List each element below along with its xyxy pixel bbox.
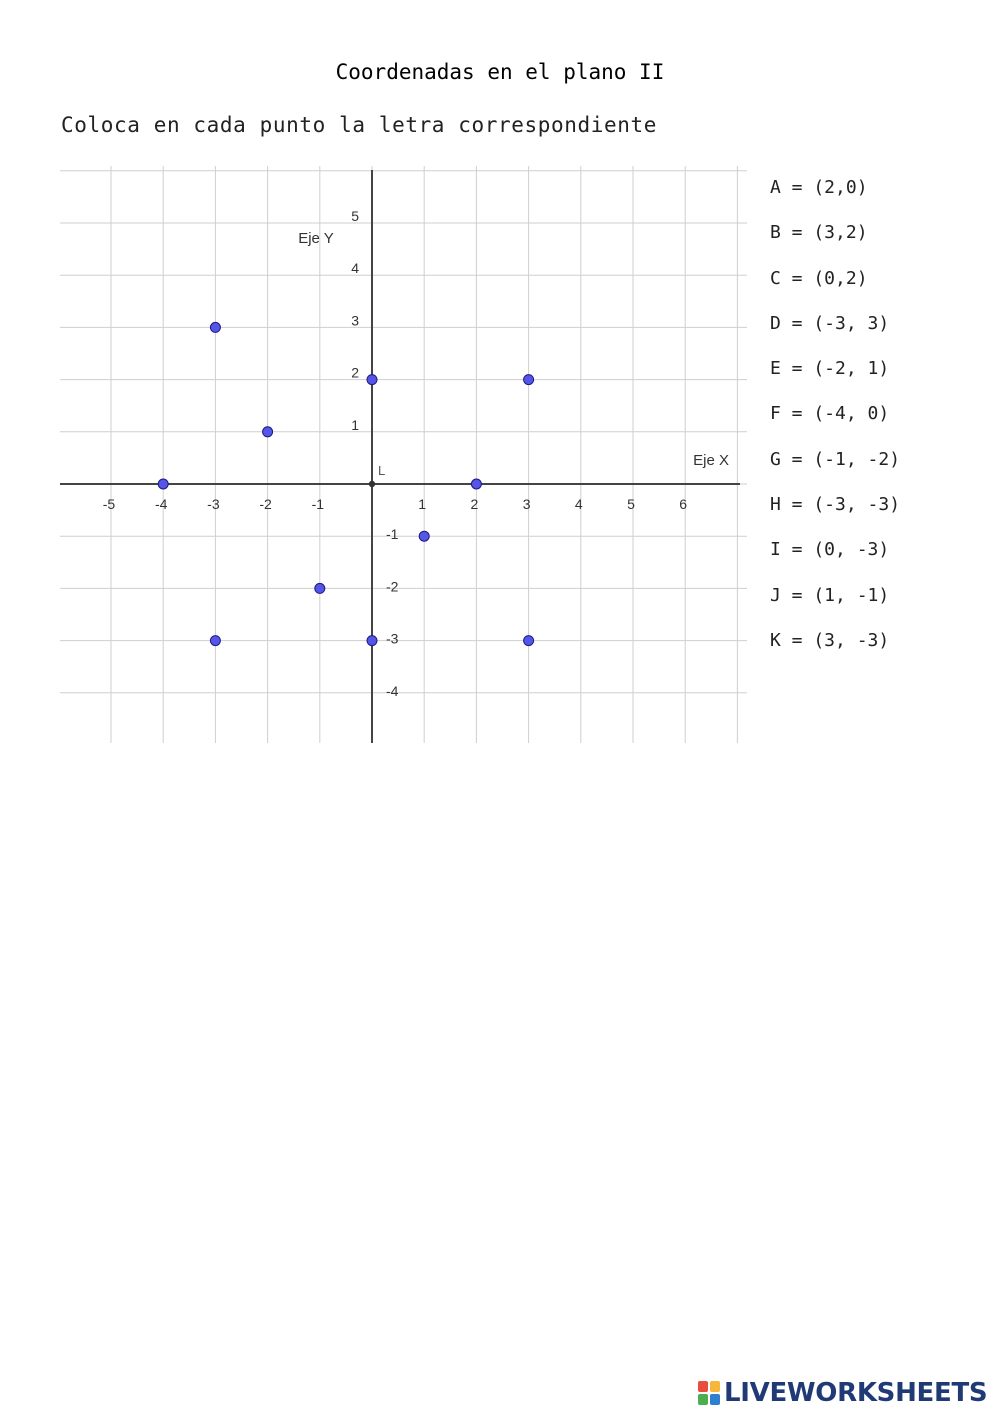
- plot-point: [367, 375, 377, 385]
- x-tick-label: -4: [154, 496, 168, 512]
- coordinate-item-e: E = (-2, 1): [770, 358, 890, 380]
- plot-point: [210, 636, 220, 646]
- coordinate-list: [770, 174, 900, 672]
- origin-point: [369, 481, 375, 487]
- coordinate-item-c: C = (0,2): [770, 267, 868, 289]
- y-tick-label: -2: [386, 578, 399, 595]
- x-tick-label: -5: [102, 496, 116, 512]
- liveworksheets-logo: [698, 1378, 987, 1408]
- y-tick-label: 3: [351, 312, 359, 329]
- y-tick-label: 5: [351, 208, 359, 224]
- brand-name: LIVEWORKSHEETS: [724, 1378, 988, 1408]
- x-tick-label: 1: [418, 496, 427, 512]
- plot-point: [158, 479, 168, 489]
- coordinate-item-b: B = (3,2): [770, 222, 868, 244]
- x-tick-label: -2: [259, 496, 272, 512]
- plot-point: [263, 427, 273, 437]
- plot-point: [524, 636, 534, 646]
- coordinate-item-i: I = (0, -3): [770, 539, 890, 561]
- plot-point: [419, 531, 429, 541]
- coordinate-item-a: A = (2,0): [770, 177, 868, 198]
- y-axis-label: Eje Y: [298, 230, 334, 247]
- liveworksheets-logo-icon: [698, 1381, 720, 1405]
- y-tick-label: 1: [351, 416, 359, 433]
- x-tick-label: 4: [574, 496, 583, 512]
- logo-square-blue: [710, 1394, 720, 1405]
- y-tick-label: -3: [386, 630, 399, 647]
- x-tick-label: 5: [627, 496, 635, 512]
- logo-square-red: [698, 1381, 708, 1392]
- coordinate-item-k: K = (3, -3): [770, 629, 890, 651]
- plot-point: [210, 322, 220, 332]
- x-tick-label: -1: [311, 496, 325, 512]
- coordinate-item-f: F = (-4, 0): [770, 403, 890, 425]
- y-tick-label: 4: [351, 260, 359, 277]
- y-tick-label: -4: [386, 682, 399, 699]
- plot-point: [471, 479, 481, 489]
- x-tick-label: 6: [679, 496, 688, 512]
- logo-square-yellow: [710, 1381, 720, 1392]
- coordinate-item-j: J = (1, -1): [770, 584, 890, 606]
- y-tick-label: 2: [351, 364, 359, 381]
- plot-point: [524, 375, 534, 385]
- worksheet-instruction: Coloca en cada punto la letra correspondiente: [61, 113, 657, 137]
- worksheet-title: Coordenadas en el plano II: [335, 60, 665, 84]
- origin-label: L: [378, 463, 386, 478]
- logo-square-green: [698, 1394, 708, 1405]
- x-axis-label: Eje X: [693, 452, 729, 469]
- coordinate-item-h: H = (-3, -3): [770, 494, 901, 516]
- x-tick-label: 3: [522, 496, 531, 512]
- y-tick-label: -1: [386, 526, 399, 543]
- plot-point: [315, 583, 325, 593]
- x-tick-label: -3: [207, 496, 220, 512]
- x-tick-label: 2: [470, 496, 479, 512]
- plot-point: [367, 636, 377, 646]
- coordinate-item-d: D = (-3, 3): [770, 312, 890, 334]
- coordinate-item-g: G = (-1, -2): [770, 448, 901, 470]
